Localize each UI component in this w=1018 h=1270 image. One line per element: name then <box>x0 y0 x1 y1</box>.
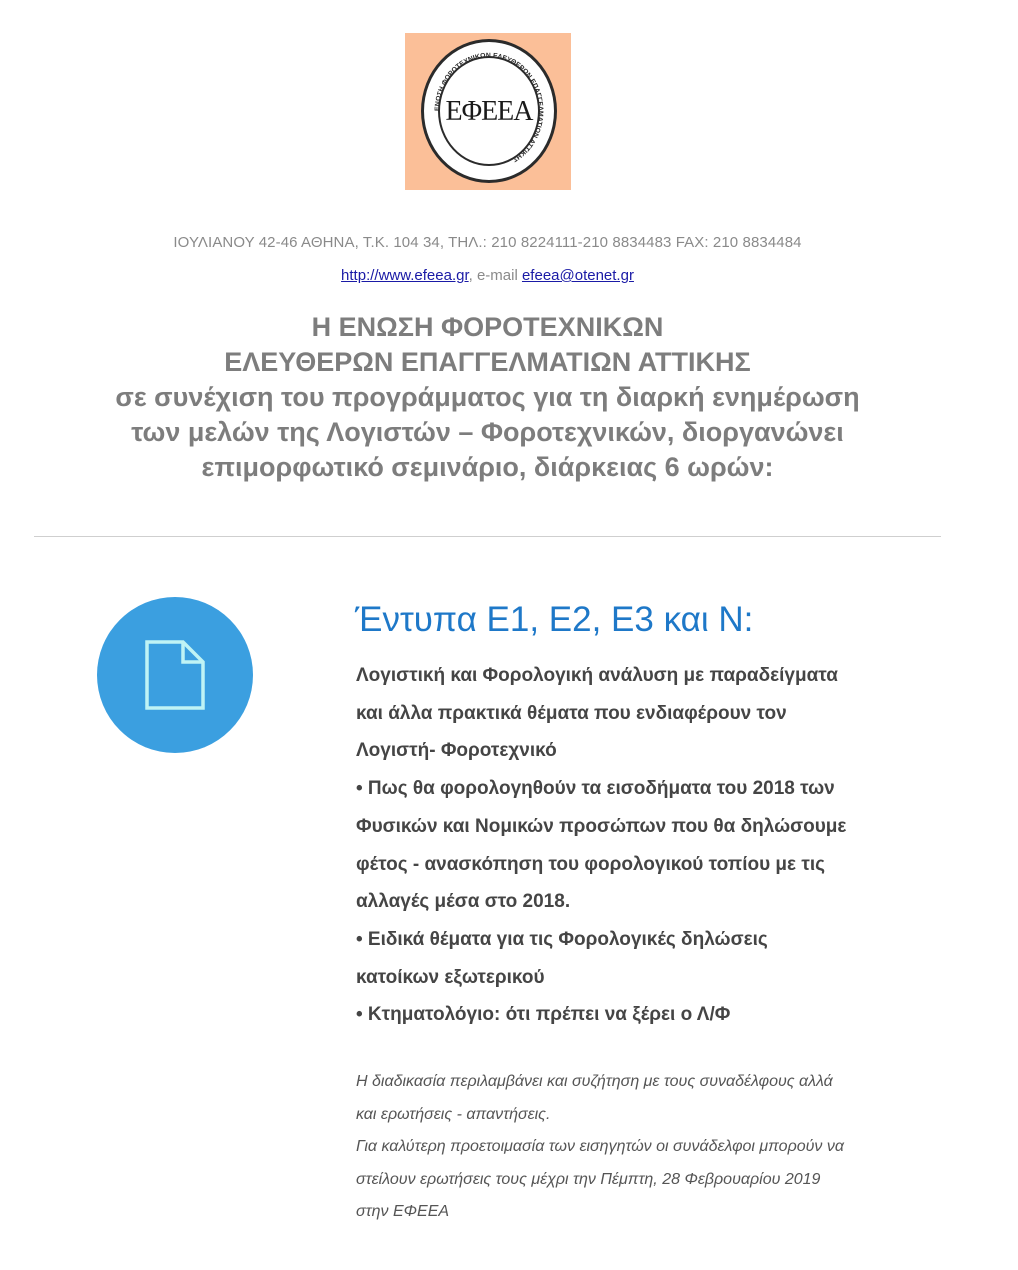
organization-logo <box>405 33 571 190</box>
description-line: • Πως θα φορολογηθούν τα εισοδήματα του 2018 των <box>356 778 835 800</box>
document-icon <box>143 638 207 712</box>
seminar-note <box>356 1066 956 1229</box>
description-line: Λογιστή- Φοροτεχνικό <box>356 740 557 762</box>
note-line: Για καλύτερη προετοιμασία των εισηγητών οι συνάδελφοι μπορούν να <box>356 1138 844 1155</box>
svg-text:ΕΝΩΣΗ ΦΟΡΟΤΕΧΝΙΚΩΝ ΕΛΕΥΘΕΡΩΝ Ε: ΕΝΩΣΗ ΦΟΡΟΤΕΧΝΙΚΩΝ ΕΛΕΥΘΕΡΩΝ ΕΠΑΓΓΕΛΜΑΤΙΩΝ ΑΤΤΙΚΗΣ <box>434 52 544 163</box>
headline-line: Η ΕΝΩΣΗ ΦΟΡΟΤΕΧΝΙΚΩΝ <box>311 312 664 342</box>
section-divider <box>34 536 941 537</box>
description-line: και άλλα πρακτικά θέματα που ενδιαφέρουν τον <box>356 702 787 724</box>
document-icon-circle <box>97 597 253 753</box>
email-link[interactable]: efeea@otenet.gr <box>521 267 634 284</box>
seminar-title: Έντυπα Ε1, Ε2, Ε3 και Ν: <box>355 600 754 639</box>
description-line: αλλαγές μέσα στο 2018. <box>356 891 571 913</box>
headline-line: επιμορφωτικό σεμινάριο, διάρκειας 6 ωρών: <box>201 452 774 482</box>
description-line: φέτος - ανασκόπηση του φορολογικού τοπίου με τις <box>356 853 825 875</box>
contact-separator: , e-mail <box>468 267 522 284</box>
description-line: Φυσικών και Νομικών προσώπων που θα δηλώσουμε <box>356 815 847 837</box>
announcement-headline <box>0 310 975 485</box>
description-line: • Ειδικά θέματα για τις Φορολογικές δηλώσεις <box>356 928 768 950</box>
website-link[interactable]: http://www.efeea.gr <box>341 267 469 284</box>
logo-mark: ΕΦΕΕΑ <box>445 96 533 127</box>
note-line: και ερωτήσεις - απαντήσεις. <box>356 1105 551 1123</box>
note-line: Η διαδικασία περιλαμβάνει και συζήτηση με τους συναδέλφους αλλά <box>356 1073 833 1090</box>
headline-line: σε συνέχιση του προγράμματος για τη διαρκή ενημέρωση <box>115 382 860 412</box>
note-line: στείλουν ερωτήσεις τους μέχρι την Πέμπτη, 28 Φεβρουαρίου 2019 <box>356 1170 821 1188</box>
description-line: Λογιστική και Φορολογική ανάλυση με παραδείγματα <box>356 665 838 686</box>
organization-address: ΙΟΥΛΙΑΝΟΥ 42-46 ΑΘΗΝΑ, Τ.Κ. 104 34, ΤΗΛ.: 210 8224111-210 8834483 FAX: 210 8834484 <box>173 234 802 251</box>
seminar-description <box>356 657 946 1034</box>
note-line: στην ΕΦΕΕΑ <box>356 1203 450 1220</box>
description-line: • Κτηματολόγιο: ότι πρέπει να ξέρει ο Λ/Φ <box>356 1004 731 1026</box>
description-line: κατοίκων εξωτερικού <box>356 966 545 988</box>
headline-line: των μελών της Λογιστών – Φοροτεχνικών, διοργανώνει <box>131 417 844 447</box>
contact-line <box>0 267 975 284</box>
logo-seal <box>421 39 557 183</box>
headline-line: ΕΛΕΥΘΕΡΩΝ ΕΠΑΓΓΕΛΜΑΤΙΩΝ ΑΤΤΙΚΗΣ <box>224 347 751 377</box>
